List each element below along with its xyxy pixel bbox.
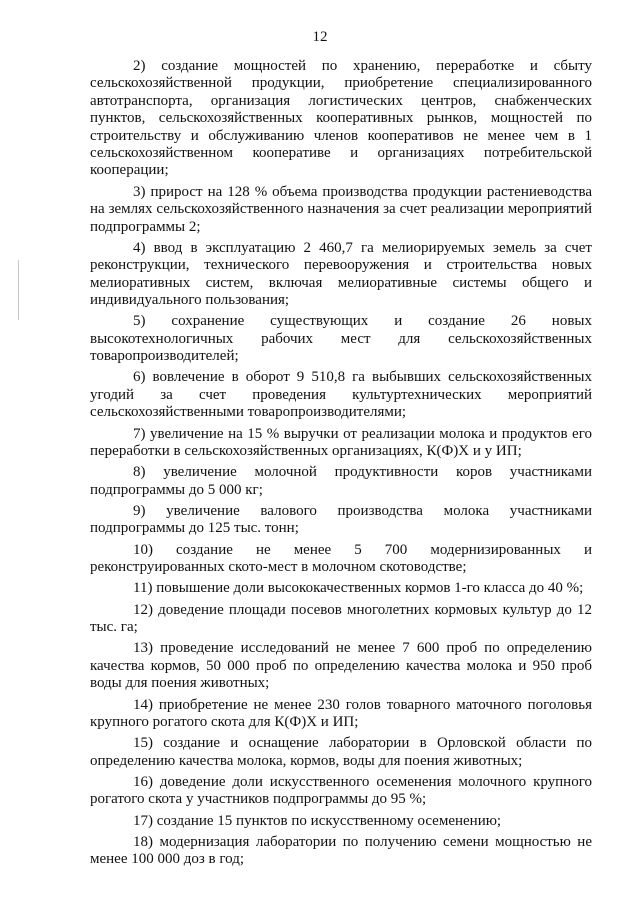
list-item-4: 4) ввод в эксплуатацию 2 460,7 га мелиорируемых земель за счет реконструкции, технического перевооружения и строительства новых мелиоративных систем, включая мелиоративные системы общего и индивидуального пользования; [90,239,592,309]
scan-margin-mark [18,260,19,320]
list-item-11: 11) повышение доли высококачественных кормов 1-го класса до 40 %; [133,580,584,597]
list-item-15: 15) создание и оснащение лаборатории в Орловской области по определению качества молока, кормов, воды для поения животных; [90,735,592,769]
list-item-6: 6) вовлечение в оборот 9 510,8 га выбывших сельскохозяйственных угодий за счет проведения культуртехнических мероприятий сельскохозяйственными товаропроизводителями; [90,369,592,421]
document-body [90,58,592,873]
list-item-9: 9) увеличение валового производства молока участниками подпрограммы до 125 тыс. тонн; [90,502,592,537]
list-item-8: 8) увеличение молочной продуктивности коров участниками подпрограммы до 5 000 кг; [90,464,592,498]
list-item-5: 5) сохранение существующих и создание 26 новых высокотехнологичных рабочих мест для сельскохозяйственных товаропроизводителей; [90,313,592,365]
list-item-17: 17) создание 15 пунктов по искусственному осеменению; [133,812,502,829]
list-item-16: 16) доведение доли искусственного осеменения молочного крупного рогатого скота у участников подпрограммы до 95 %; [90,773,592,808]
list-item-3: 3) прирост на 128 % объема производства продукции растениеводства на землях сельскохозяйственного назначения за счет реализации мероприятий подпрограммы 2; [90,183,592,235]
list-item-14: 14) приобретение не менее 230 голов товарного маточного поголовья крупного рогатого скота для К(Ф)Х и ИП; [90,696,592,730]
list-item-12: 12) доведение площади посевов многолетних кормовых культур до 12 тыс. га; [90,601,592,636]
list-item-7: 7) увеличение на 15 % выручки от реализации молока и продуктов его переработки в сельскохозяйственных организациях, К(Ф)Х и у ИП; [90,425,592,459]
list-item-18: 18) модернизация лаборатории по получению семени мощностью не менее 100 000 доз в год; [90,833,592,868]
page-number: 12 [312,29,328,45]
list-item-2: 2) создание мощностей по хранению, переработке и сбыту сельскохозяйственной продукции, приобретение специализированного автотранспорта, организация логистических центров, снабженческих пунктов, сельскохозяйственных кооперативных рынков, мощностей по строительству и обслуживанию членов кооперативов не менее чем в 1 сельскохозяйственном кооперативе и организациях потребительской кооперации; [90,58,592,179]
list-item-13: 13) проведение исследований не менее 7 600 проб по определению качества кормов, 50 000 проб по определению качества молока и 950 проб воды для поения животных; [90,640,592,692]
list-item-10: 10) создание не менее 5 700 модернизированных и реконструированных ското-мест в молочном скотоводстве; [90,541,592,576]
